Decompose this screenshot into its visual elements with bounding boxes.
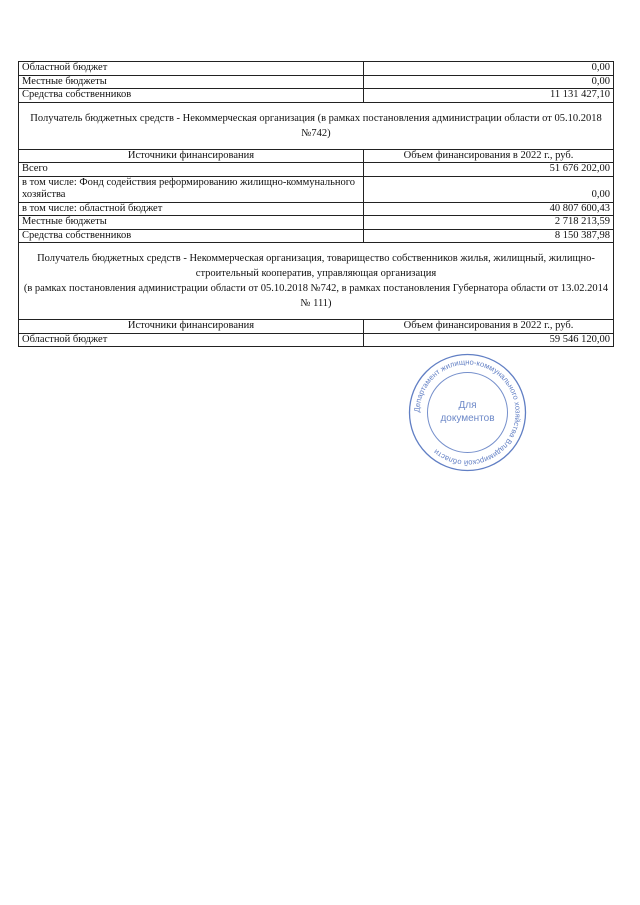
row-value: 8 150 387,98 — [364, 229, 614, 243]
row-label: Областной бюджет — [19, 62, 364, 76]
row-label: в том числе: Фонд содействия реформированию жилищно-коммунального хозяйства — [19, 176, 364, 202]
recipient-line: (в рамках постановления администрации области от 05.10.2018 №742, в рамках постановления Губернатора области от 13.02.2014 № 111) — [23, 283, 609, 309]
recipient-text: Получатель бюджетных средств - Некоммерческая организация (в рамках постановления администрации области от 05.10.2018 №742) — [19, 102, 614, 149]
table-row — [19, 75, 614, 89]
row-value: 0,00 — [364, 75, 614, 89]
row-label: Средства собственников — [19, 229, 364, 243]
table-row — [19, 89, 614, 103]
row-value: 0,00 — [364, 62, 614, 76]
row-value: 40 807 600,43 — [364, 202, 614, 216]
row-value: 51 676 202,00 — [364, 163, 614, 177]
department-stamp — [405, 350, 530, 475]
stamp-ring-text: Департамент жилищно-коммунального хозяйства Владимирской области — [412, 357, 523, 468]
column-header-source: Источники финансирования — [19, 320, 364, 334]
row-value: 59 546 120,00 — [364, 333, 614, 347]
row-value: 2 718 213,59 — [364, 216, 614, 230]
recipient-line: Получатель бюджетных средств - Некоммерческая организация, товарищество собственников жилья, жилищный, жилищно-строительный кооператив, управляющая организация — [37, 253, 595, 279]
financing-table — [18, 61, 614, 347]
row-label: Местные бюджеты — [19, 216, 364, 230]
table-row — [19, 216, 614, 230]
recipient-row — [19, 243, 614, 320]
row-label: Средства собственников — [19, 89, 364, 103]
header-row — [19, 149, 614, 163]
table-row — [19, 176, 614, 202]
table-row — [19, 202, 614, 216]
recipient-row — [19, 102, 614, 149]
table-row — [19, 62, 614, 76]
table-row — [19, 229, 614, 243]
row-value: 0,00 — [364, 176, 614, 202]
column-header-amount: Объем финансирования в 2022 г., руб. — [364, 320, 614, 334]
recipient-text — [19, 243, 614, 320]
row-label: Областной бюджет — [19, 333, 364, 347]
column-header-amount: Объем финансирования в 2022 г., руб. — [364, 149, 614, 163]
table-row — [19, 333, 614, 347]
row-value: 11 131 427,10 — [364, 89, 614, 103]
column-header-source: Источники финансирования — [19, 149, 364, 163]
table-row — [19, 163, 614, 177]
row-label: в том числе: областной бюджет — [19, 202, 364, 216]
stamp-center-line: документов — [440, 413, 495, 424]
row-label: Всего — [19, 163, 364, 177]
stamp-center-line: Для — [458, 400, 477, 411]
row-label: Местные бюджеты — [19, 75, 364, 89]
header-row — [19, 320, 614, 334]
